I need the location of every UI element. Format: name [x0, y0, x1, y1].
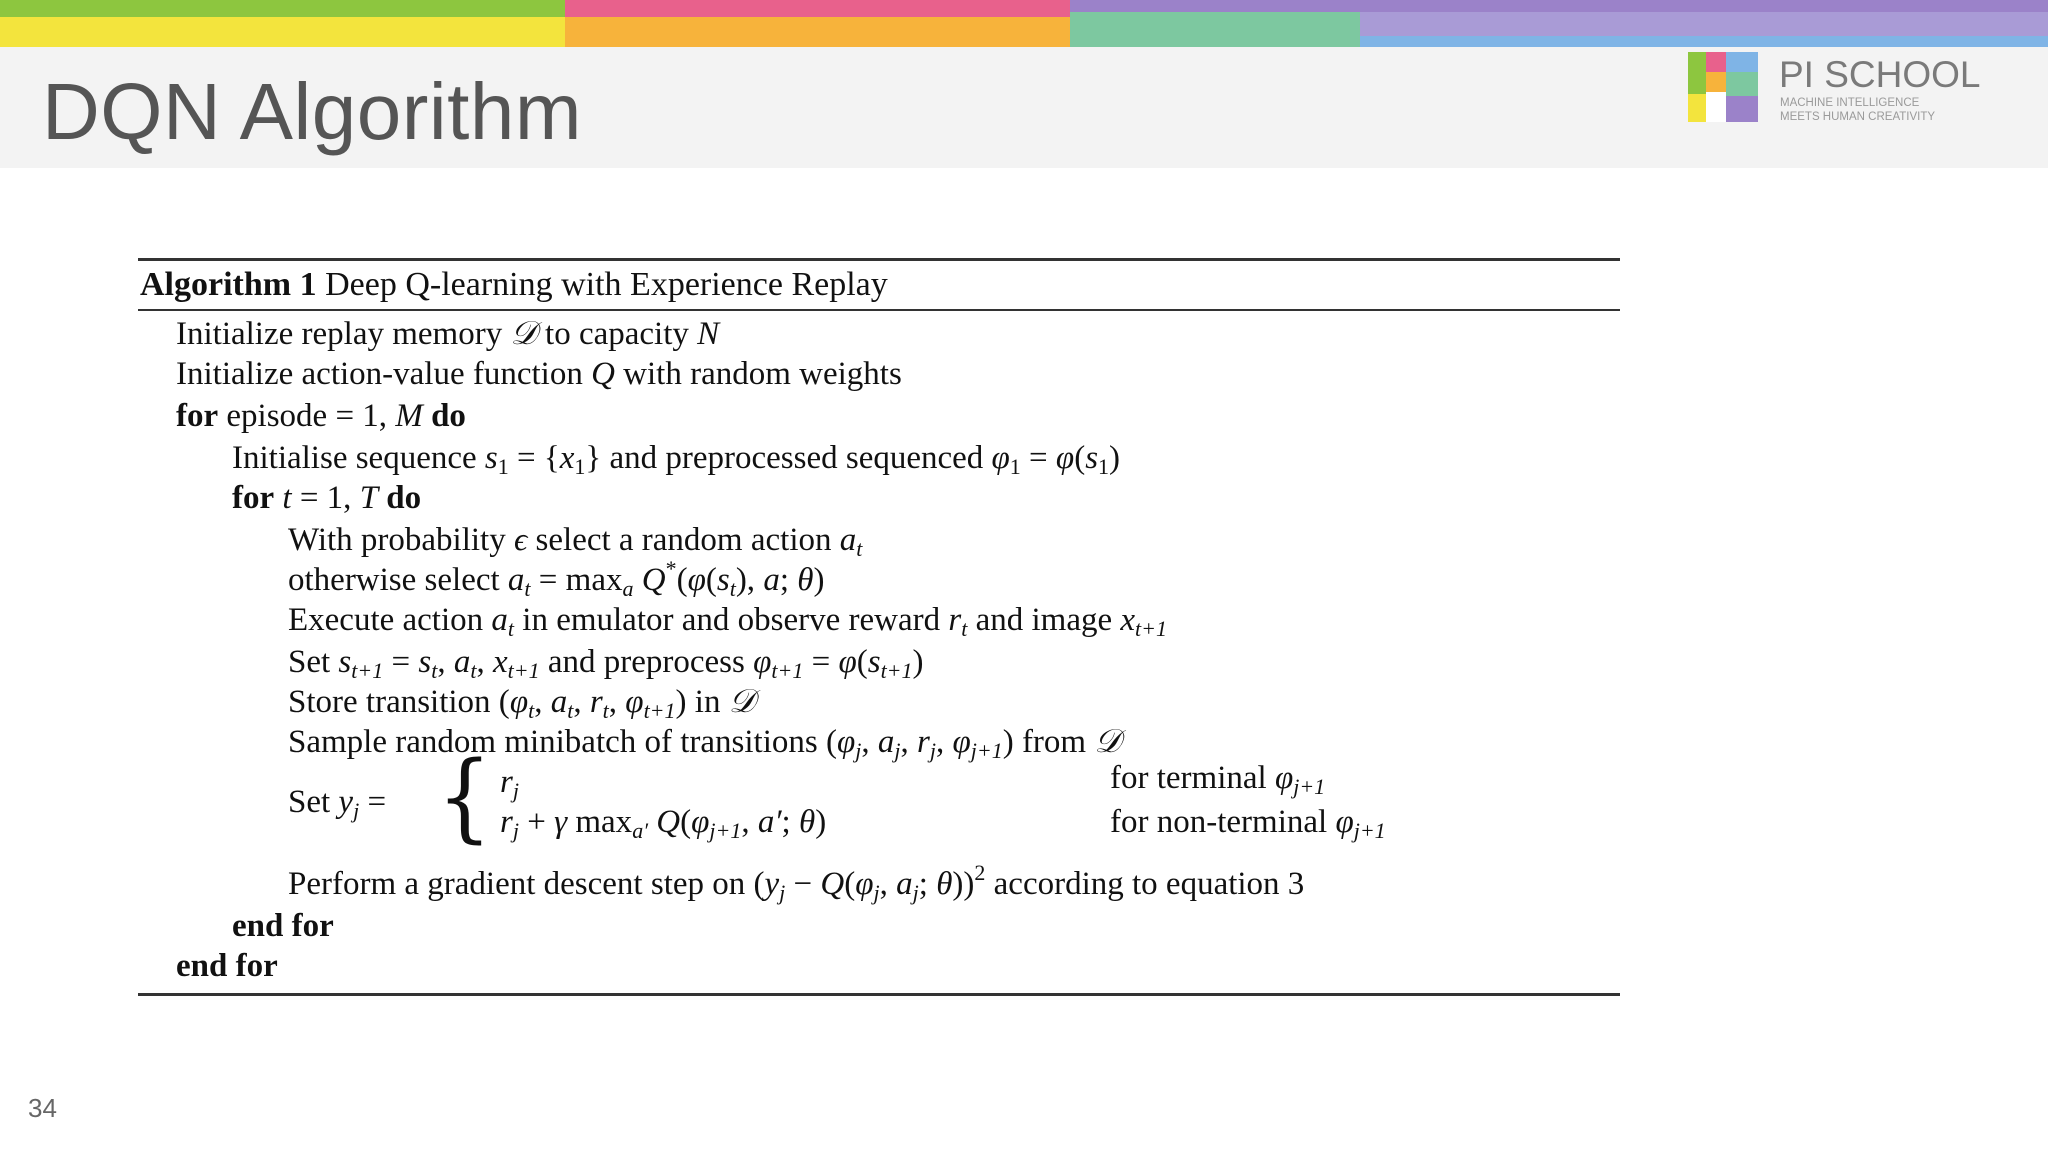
case-nonterminal-condition: for non-terminal $\varphi_{j+1}$	[1110, 804, 1386, 843]
case-terminal-value: $r_j$	[500, 764, 519, 803]
stripe-teal	[1070, 12, 1360, 47]
pi-school-logo	[1688, 52, 1981, 128]
logo-name: PI SCHOOL	[1779, 54, 1981, 95]
algo-line-for-t: for t = 1, T do	[232, 480, 422, 516]
algo-line-gradient: Perform a gradient descent step on ($y_j - Q(\varphi_j$, $a_j$; θ))$^2$ according to equation 3	[288, 860, 1305, 905]
algo-line-init-memory: Initialize replay memory 𝒟 to capacity N	[176, 316, 720, 352]
algo-line-epsilon: With probability ϵ select a random action $a_t$	[288, 522, 863, 561]
pi-school-logo-icon	[1688, 52, 1758, 122]
algorithm-bottom-rule	[138, 993, 1620, 996]
case-nonterminal-value: $r_j + \gamma$ $\max_{a'} Q(\varphi_{j+1}$, a′; θ)	[500, 804, 827, 843]
algo-line-end-for-outer: end for	[176, 948, 278, 984]
algo-line-set-state: Set $s_{t+1} = s_t$, $a_t$, $x_{t+1}$ and preprocess $\varphi_{t+1} = \varphi(s_{t+1})$	[288, 644, 924, 683]
algo-line-store: Store transition ($\varphi_t$, $a_t$, $r_t$, $\varphi_{t+1}$) in 𝒟	[288, 684, 756, 723]
algo-line-init-sequence: Initialise sequence $s_1 = \{x_1\}$ and preprocessed sequenced $\varphi_1 = \varphi(s_1)$	[232, 440, 1121, 479]
page-number: 34	[28, 1093, 57, 1123]
cases-brace: {	[437, 741, 493, 853]
slide-title: DQN Algorithm	[42, 67, 582, 156]
stripe-lavender	[1360, 12, 2048, 36]
algo-line-sample: Sample random minibatch of transitions ($\varphi_j$, $a_j$, $r_j$, $\varphi_{j+1}$) from 𝒟	[288, 724, 1121, 763]
top-color-stripes	[0, 0, 2048, 47]
stripe-green	[0, 0, 565, 17]
keyword-for: for	[176, 398, 219, 434]
stripe-blue	[1360, 36, 2048, 47]
algo-line-end-for-inner: end for	[232, 908, 334, 944]
algo-line-for-episode: for episode = 1, M do	[176, 398, 466, 434]
stripe-orange	[565, 17, 1070, 47]
algorithm-header-rule	[138, 309, 1620, 311]
stripe-pink	[565, 0, 1070, 17]
case-terminal-condition: for terminal $\varphi_{j+1}$	[1110, 760, 1326, 799]
logo-tagline-2: MEETS HUMAN CREATIVITY	[1780, 111, 1936, 123]
algorithm-heading	[140, 262, 888, 308]
set-target-label: Set $y_j$ =	[288, 784, 387, 823]
algo-line-init-q: Initialize action-value function Q with random weights	[176, 356, 902, 392]
logo-tagline-1: MACHINE INTELLIGENCE	[1780, 97, 1920, 109]
keyword-do: do	[431, 398, 466, 434]
stripe-yellow	[0, 17, 565, 47]
algo-line-greedy: otherwise select $a_t = \max_a Q^*(\varphi(s_t)$, a; θ)	[288, 556, 825, 601]
algorithm-top-rule	[138, 258, 1620, 261]
stripe-purple	[1070, 0, 2048, 12]
algo-line-execute: Execute action $a_t$ in emulator and observe reward $r_t$ and image $x_{t+1}$	[288, 602, 1167, 641]
algorithm-label: Algorithm 1	[140, 266, 317, 303]
algorithm-name: Deep Q-learning with Experience Replay	[325, 266, 888, 303]
